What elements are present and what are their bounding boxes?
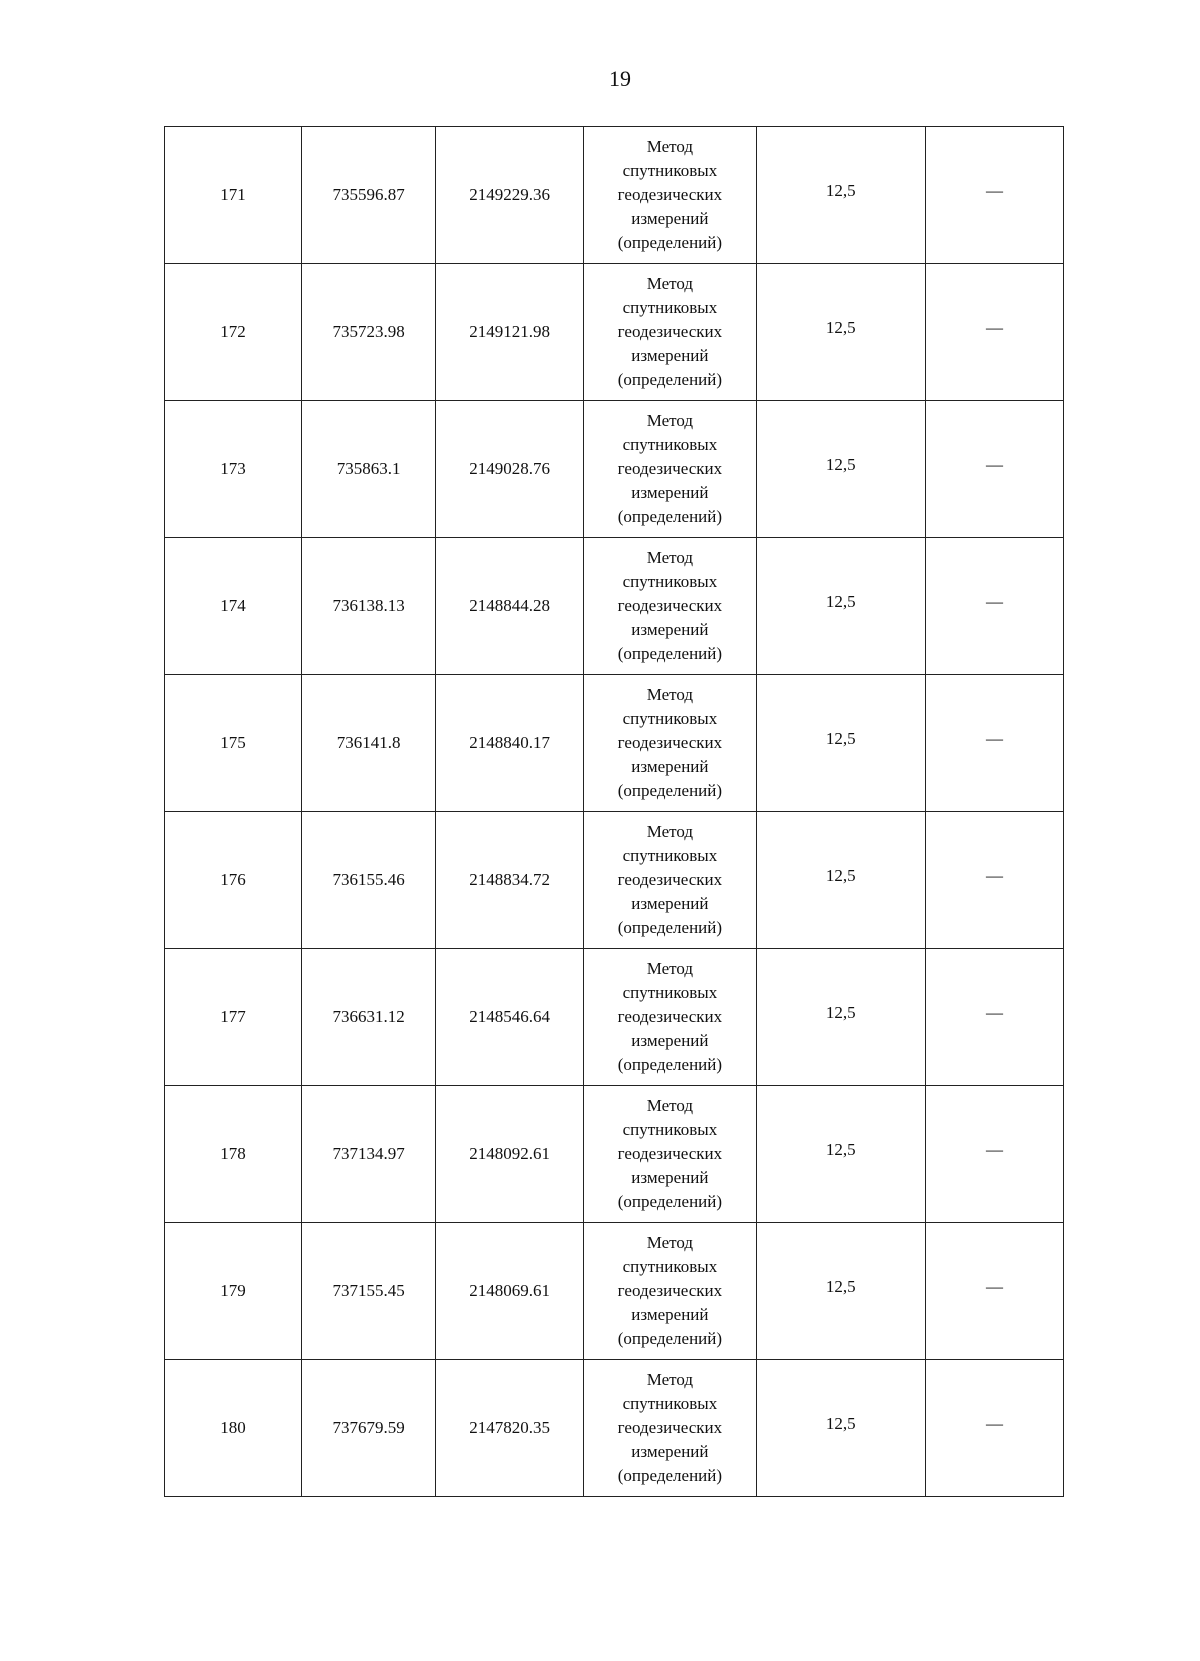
table-row [165,1360,1064,1497]
method-line: (определений) [617,1055,723,1074]
x-coordinate-cell: 736141.8 [302,675,436,812]
method-line: измерений [631,1442,709,1461]
point-number-cell: 178 [165,1086,302,1223]
method-cell [584,538,756,675]
y-coordinate-cell: 2148840.17 [436,675,584,812]
table-row [165,127,1064,264]
method-line: измерений [631,894,709,913]
y-coordinate-cell: 2147820.35 [436,1360,584,1497]
accuracy-value: 12,5 [825,181,856,200]
accuracy-cell [756,1223,925,1360]
accuracy-cell [756,401,925,538]
y-coordinate-cell: 2148092.61 [436,1086,584,1223]
y-coordinate-cell: 2148069.61 [436,1223,584,1360]
point-number-cell: 173 [165,401,302,538]
description-cell [925,1086,1063,1223]
description-value: — [985,729,1003,748]
table-row [165,949,1064,1086]
x-coordinate-cell: 736155.46 [302,812,436,949]
accuracy-value: 12,5 [825,1414,856,1433]
point-number-cell: 179 [165,1223,302,1360]
coordinates-table [164,126,1064,1497]
method-line: геодезических [617,1418,723,1437]
method-line: спутниковых [622,1120,718,1139]
method-line: спутниковых [622,161,718,180]
method-line: (определений) [617,507,723,526]
accuracy-cell [756,538,925,675]
method-cell [584,1360,756,1497]
description-cell [925,1223,1063,1360]
x-coordinate-cell: 735723.98 [302,264,436,401]
method-cell [584,949,756,1086]
method-line: спутниковых [622,1394,718,1413]
method-line: (определений) [617,644,723,663]
table-body [165,127,1064,1497]
method-line: Метод [646,274,694,293]
accuracy-value: 12,5 [825,455,856,474]
method-cell [584,812,756,949]
method-line: (определений) [617,1466,723,1485]
method-line: измерений [631,209,709,228]
description-cell [925,1360,1063,1497]
table-row [165,401,1064,538]
page-number: 19 [609,66,631,91]
method-cell [584,1223,756,1360]
method-cell [584,1086,756,1223]
method-line: спутниковых [622,983,718,1002]
method-line: Метод [646,685,694,704]
point-number-cell: 171 [165,127,302,264]
description-cell [925,264,1063,401]
method-line: геодезических [617,1007,723,1026]
description-cell [925,675,1063,812]
method-line: геодезических [617,1281,723,1300]
x-coordinate-cell: 737155.45 [302,1223,436,1360]
accuracy-value: 12,5 [825,1140,856,1159]
accuracy-value: 12,5 [825,592,856,611]
accuracy-cell [756,127,925,264]
table-row [165,812,1064,949]
point-number-cell: 176 [165,812,302,949]
method-line: Метод [646,548,694,567]
accuracy-cell [756,1360,925,1497]
description-value: — [985,1140,1003,1159]
x-coordinate-cell: 736138.13 [302,538,436,675]
accuracy-value: 12,5 [825,1003,856,1022]
accuracy-value: 12,5 [825,866,856,885]
y-coordinate-cell: 2149229.36 [436,127,584,264]
method-line: Метод [646,137,694,156]
method-line: спутниковых [622,298,718,317]
method-line: геодезических [617,733,723,752]
accuracy-cell [756,949,925,1086]
point-number-cell: 177 [165,949,302,1086]
x-coordinate-cell: 735863.1 [302,401,436,538]
method-line: геодезических [617,185,723,204]
x-coordinate-cell: 737134.97 [302,1086,436,1223]
description-cell [925,949,1063,1086]
method-line: Метод [646,1096,694,1115]
accuracy-cell [756,264,925,401]
method-cell [584,401,756,538]
description-value: — [985,1414,1003,1433]
description-value: — [985,181,1003,200]
method-line: (определений) [617,370,723,389]
method-line: измерений [631,1168,709,1187]
method-line: Метод [646,959,694,978]
description-value: — [985,455,1003,474]
method-line: геодезических [617,596,723,615]
method-line: измерений [631,346,709,365]
method-line: спутниковых [622,846,718,865]
description-value: — [985,1003,1003,1022]
method-line: Метод [646,1370,694,1389]
y-coordinate-cell: 2148844.28 [436,538,584,675]
y-coordinate-cell: 2149121.98 [436,264,584,401]
accuracy-value: 12,5 [825,318,856,337]
point-number-cell: 172 [165,264,302,401]
description-cell [925,538,1063,675]
method-line: (определений) [617,1192,723,1211]
method-line: геодезических [617,1144,723,1163]
method-line: геодезических [617,870,723,889]
accuracy-cell [756,1086,925,1223]
method-line: измерений [631,620,709,639]
x-coordinate-cell: 736631.12 [302,949,436,1086]
method-line: (определений) [617,781,723,800]
point-number-cell: 180 [165,1360,302,1497]
description-value: — [985,866,1003,885]
method-line: геодезических [617,459,723,478]
table-row [165,1086,1064,1223]
method-line: спутниковых [622,1257,718,1276]
table-row [165,264,1064,401]
point-number-cell: 174 [165,538,302,675]
method-line: измерений [631,1031,709,1050]
description-value: — [985,592,1003,611]
method-line: спутниковых [622,709,718,728]
method-line: (определений) [617,233,723,252]
accuracy-cell [756,675,925,812]
description-value: — [985,1277,1003,1296]
x-coordinate-cell: 737679.59 [302,1360,436,1497]
description-cell [925,127,1063,264]
table-row [165,675,1064,812]
table-row [165,1223,1064,1360]
method-line: (определений) [617,918,723,937]
accuracy-value: 12,5 [825,1277,856,1296]
y-coordinate-cell: 2148546.64 [436,949,584,1086]
point-number-cell: 175 [165,675,302,812]
method-line: измерений [631,757,709,776]
description-cell [925,812,1063,949]
method-line: измерений [631,1305,709,1324]
method-line: геодезических [617,322,723,341]
method-line: спутниковых [622,435,718,454]
y-coordinate-cell: 2148834.72 [436,812,584,949]
method-cell [584,264,756,401]
method-cell [584,127,756,264]
method-line: Метод [646,411,694,430]
table-row [165,538,1064,675]
method-line: (определений) [617,1329,723,1348]
method-line: измерений [631,483,709,502]
method-line: Метод [646,822,694,841]
accuracy-value: 12,5 [825,729,856,748]
method-cell [584,675,756,812]
method-line: Метод [646,1233,694,1252]
method-line: спутниковых [622,572,718,591]
description-value: — [985,318,1003,337]
x-coordinate-cell: 735596.87 [302,127,436,264]
accuracy-cell [756,812,925,949]
description-cell [925,401,1063,538]
y-coordinate-cell: 2149028.76 [436,401,584,538]
